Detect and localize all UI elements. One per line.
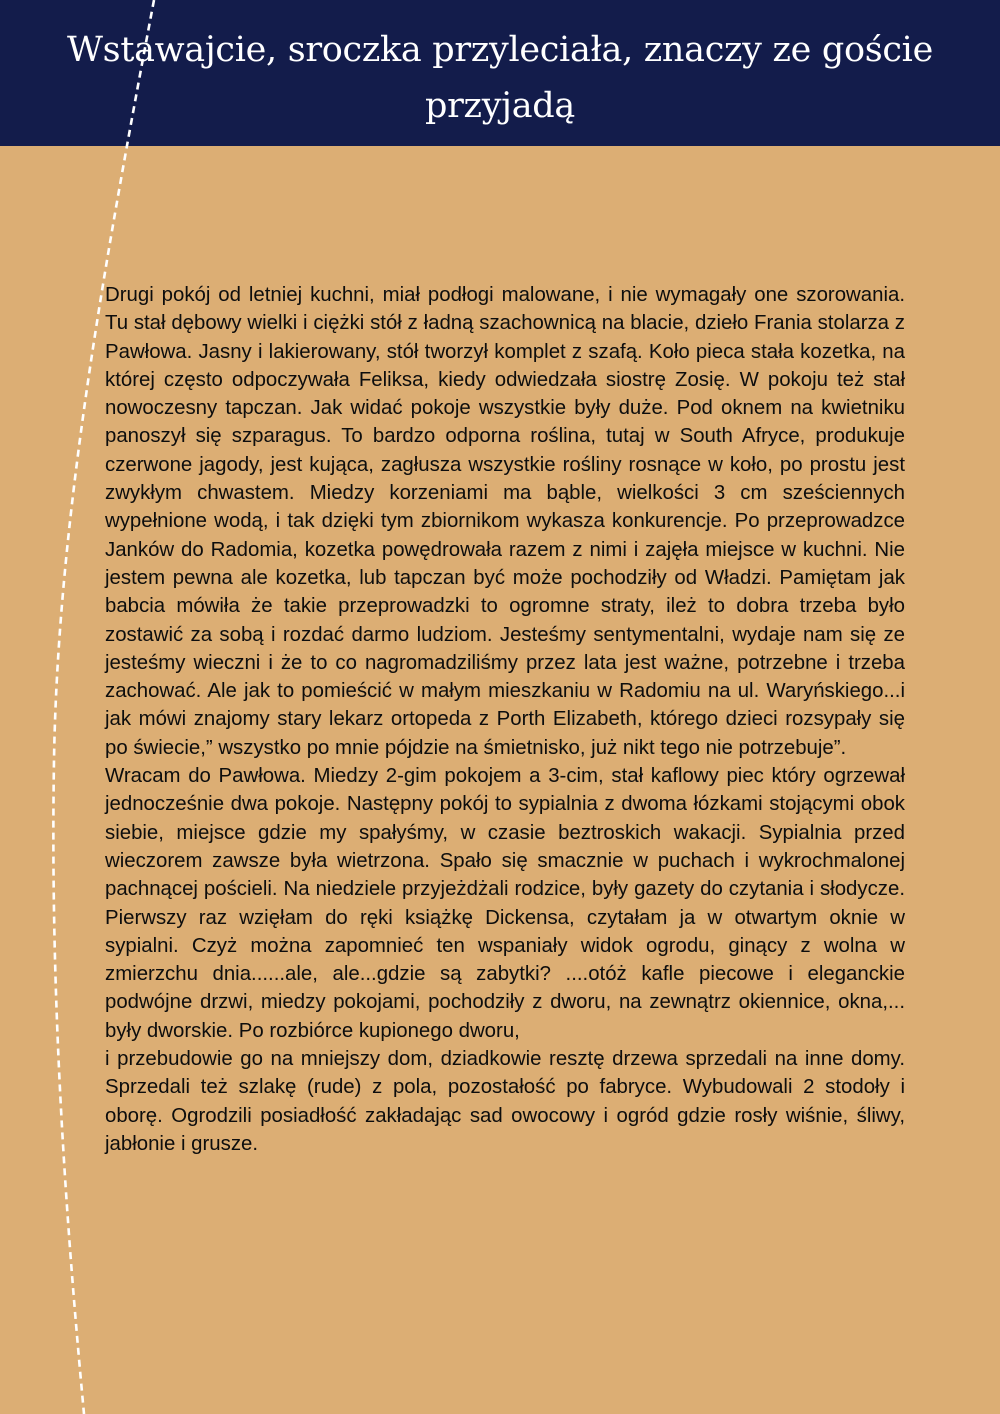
paragraph: Drugi pokój od letniej kuchni, miał podłogi malowane, i nie wymagały one szorowania. Tu stał dębowy wielki i ciężki stół z ładną szachownicą na blacie, dzieło Frania stolarza z Pawłowa. Jasny i lakierowany, stół tworzył komplet z szafą. Koło pieca stała kozetka, na której często odpoczywała Feliksa, kiedy odwiedzała siostrę Zosię. W pokoju też stał nowoczesny tapczan. Jak widać pokoje wszystkie były duże. Pod oknem na kwietniku panoszył się szparagus. To bardzo odporna roślina, tutaj w South Afryce, produkuje czerwone jagody, jest kująca, zagłusza wszystkie rośliny rosnące w koło, po prostu jest zwykłym chwastem. Miedzy korzeniami ma bąble, wielkości 3 cm sześciennych wypełnione wodą, i tak dzięki tym zbiornikom wykasza konkurencje. Po przeprowadzce Janków do Radomia, kozetka powędrowała razem z nimi i zajęła miejsce w kuchni. Nie jestem pewna ale kozetka, lub tapczan być może pochodziły od Władzi. Pamiętam jak babcia mówiła że takie przeprowadzki to ogromne straty, ileż to dobra trzeba było zostawić za sobą i rozdać darmo ludziom. Jesteśmy sentymentalni, wydaje nam się ze jesteśmy wieczni i że to co nagromadziliśmy przez lata jest ważne, potrzebne i trzeba zachować. Ale jak to pomieścić w małym mieszkaniu w Radomiu na ul. Waryńskiego...i jak mówi znajomy stary lekarz ortopeda z Porth Elizabeth, którego dzieci rozsypały się po świecie,” wszystko po mnie pójdzie na śmietnisko, już nikt tego nie potrzebuje”. — [105, 284, 905, 759]
article-body — [105, 281, 905, 1158]
paragraph: i przebudowie go na mniejszy dom, dziadkowie resztę drzewa sprzedali na inne domy. Sprzedali też szlakę (rude) z pola, pozostałość po fabryce. Wybudowali 2 stodoły i oborę. Ogrodzili posiadłość zakładając sad owocowy i ogród gdzie rosły wiśnie, śliwy, jabłonie i grusze. — [105, 1048, 905, 1155]
page-title-line-1: Wstawajcie, sroczka przyleciała, znaczy ze goście — [66, 30, 933, 70]
page-title-line-2: przyjadą — [425, 86, 575, 126]
page-title — [0, 22, 1000, 134]
header-banner — [0, 0, 1000, 146]
paragraph: Wracam do Pawłowa. Miedzy 2-gim pokojem a 3-cim, stał kaflowy piec który ogrzewał jednocześnie dwa pokoje. Następny pokój to sypialnia z dwoma łózkami stojącymi obok siebie, miejsce gdzie my spałyśmy, w czasie beztroskich wakacji. Sypialnia przed wieczorem zawsze była wietrzona. Spało się smacznie w puchach i wykrochmalonej pachnącej pościeli. Na niedziele przyjeżdżali rodzice, były gazety do czytania i słodycze. Pierwszy raz wzięłam do ręki książkę Dickensa, czytałam ja w otwartym oknie w sypialni. Czyż można zapomnieć ten wspaniały widok ogrodu, ginący z wolna w zmierzchu dnia......ale, ale...gdzie są zabytki? ....otóż kafle piecowe i eleganckie podwójne drzwi, miedzy pokojami, pochodziły z dworu, na zewnątrz okiennice, okna,... były dworskie. Po rozbiórce kupionego dworu, — [105, 765, 905, 1042]
